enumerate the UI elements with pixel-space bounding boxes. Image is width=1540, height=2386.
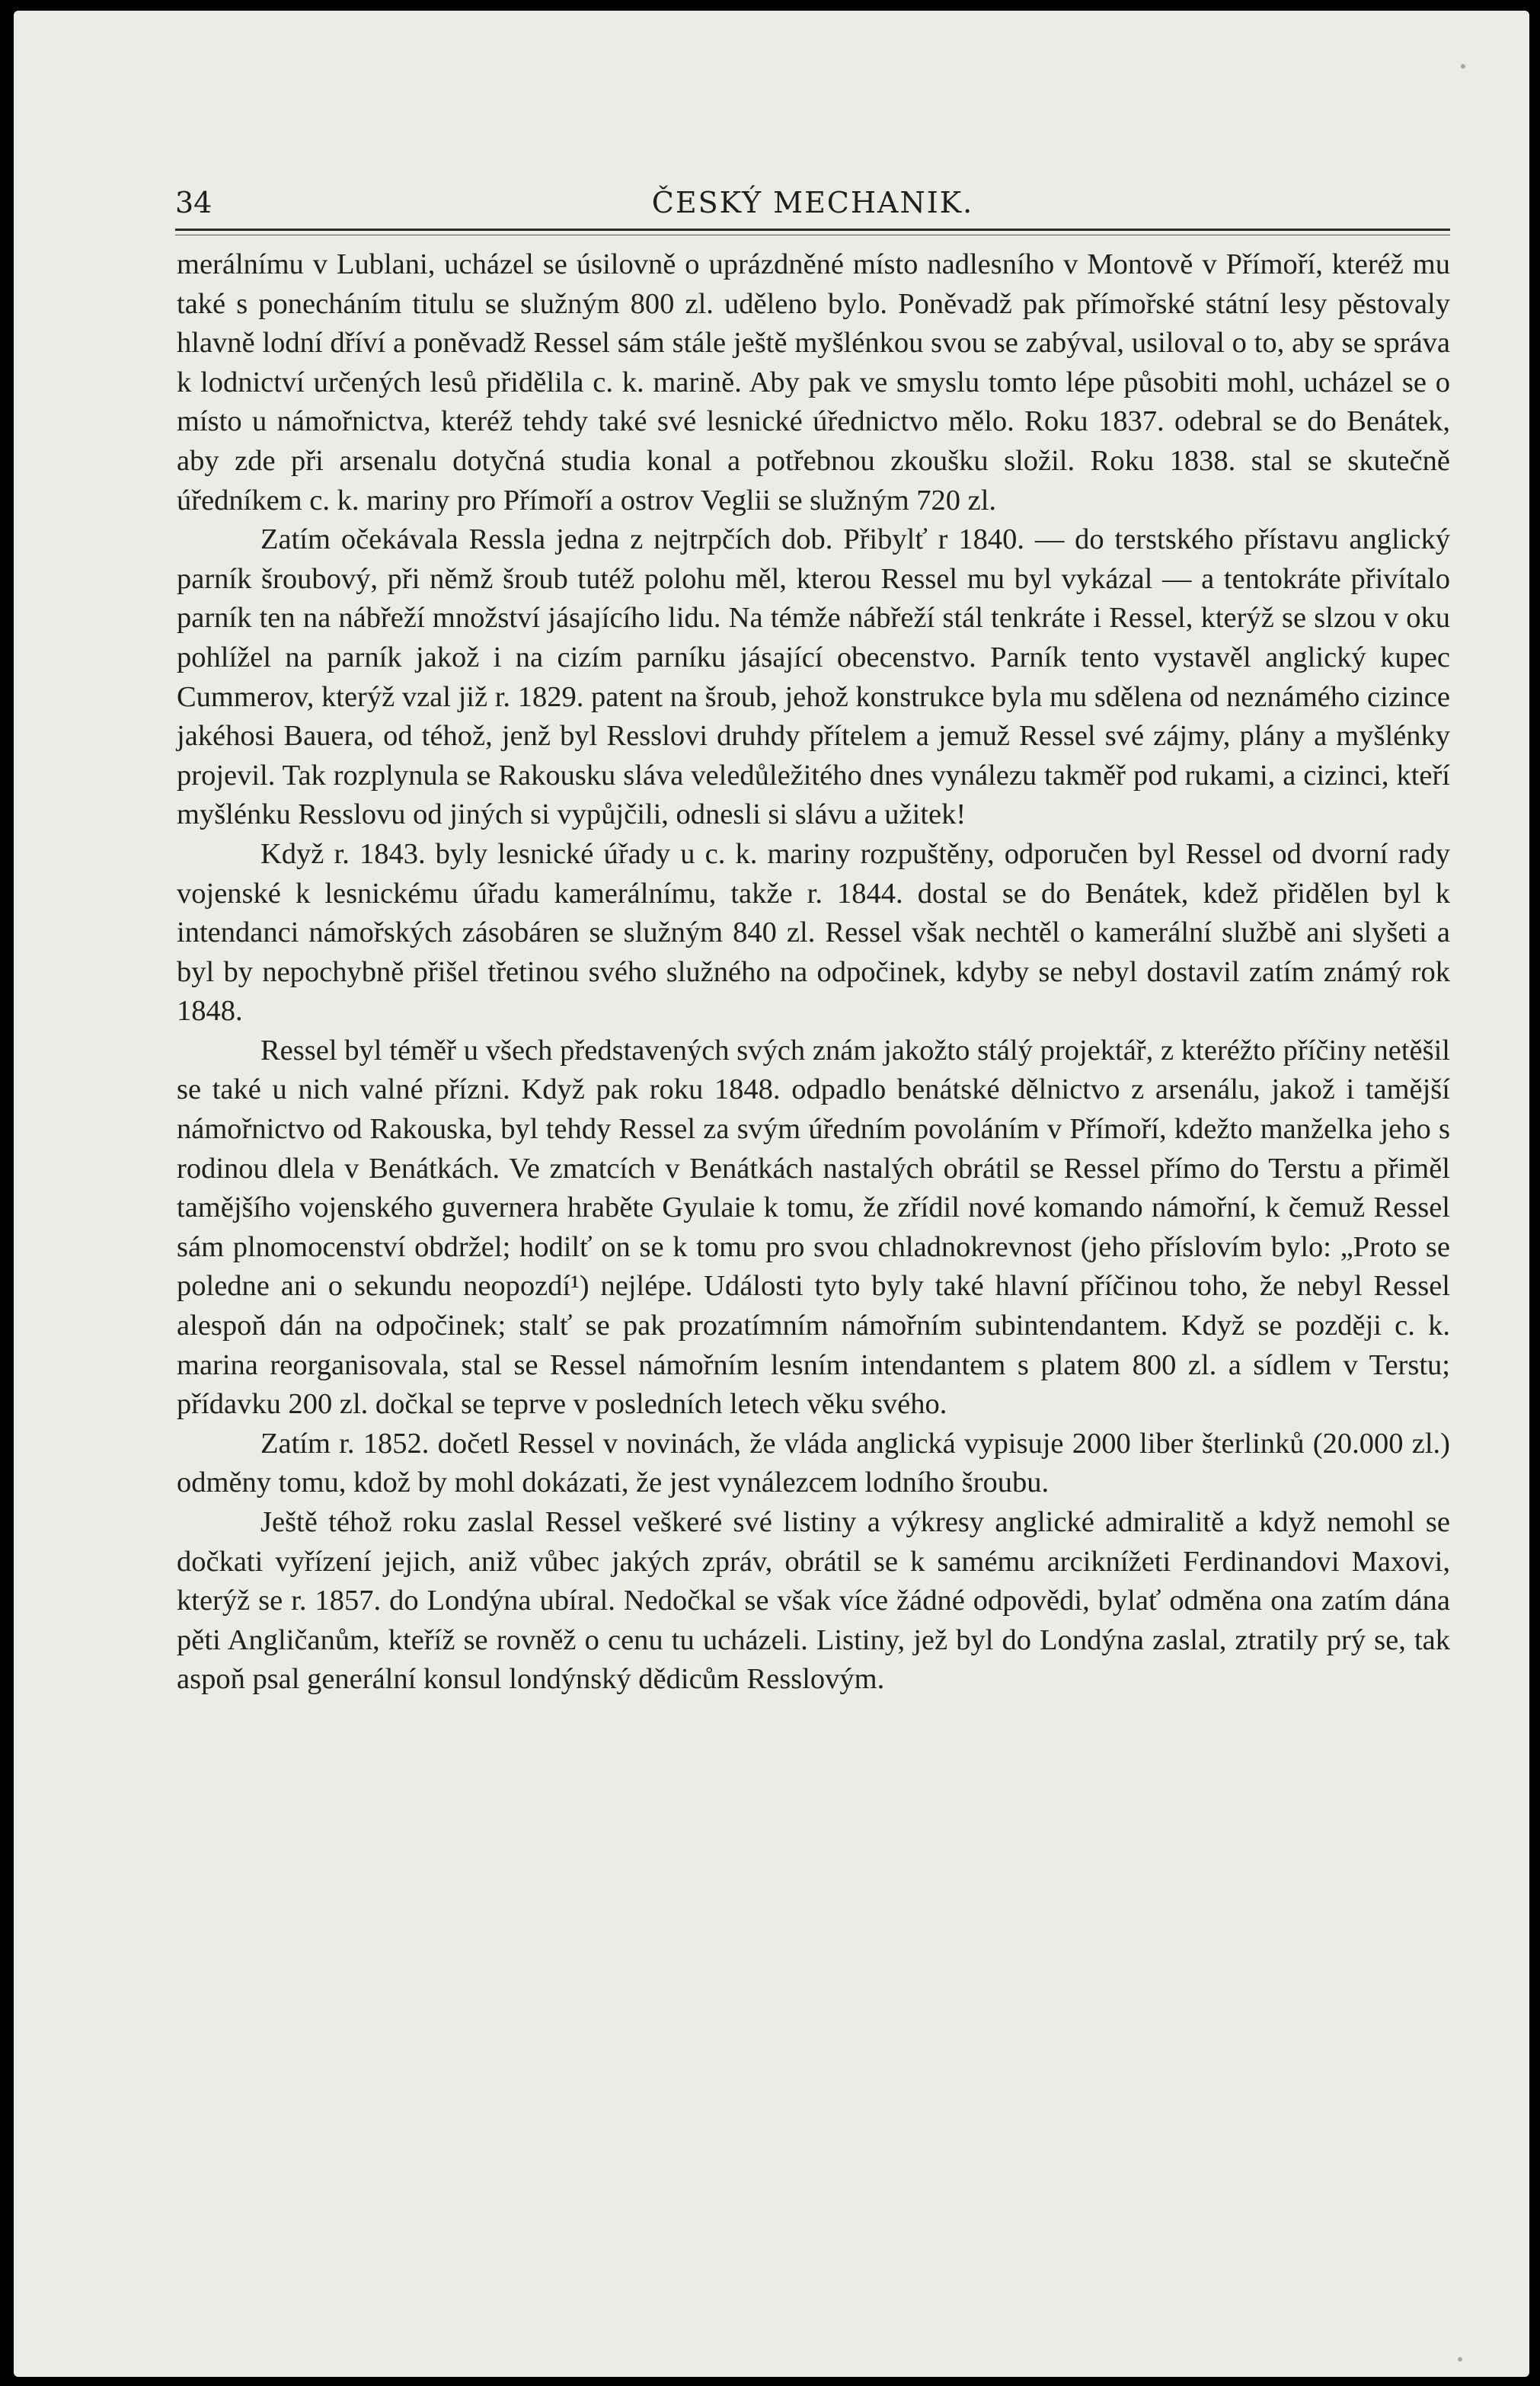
scan-speck	[1461, 64, 1465, 69]
paragraph: Zatím očekávala Ressla jedna z nejtrpčích dob. Přibylť r 1840. — do terstského přístavu anglický parník šroubový, při němž šroub tutéž polohu měl, kterou Ressel mu byl vykázal — a tentokráte přivítalo parník ten na nábřeží množství jásajícího lidu. Na témže nábřeží stál tenkráte i Ressel, kterýž se slzou v oku pohlížel na parník jakož i na cizím parníku jásající obecenstvo. Parník tento vystavěl anglický kupec Cummerov, kterýž vzal již r. 1829. patent na šroub, jehož konstrukce byla mu sdělena od neznámého cizince jakéhosi Bauera, od téhož, jenž byl Resslovi druhdy přítelem a jemuž Ressel své zájmy, plány a myšlénky projevil. Tak rozplynula se Rakousku sláva veledůležitého dnes vynálezu takměř pod rukami, a cizinci, kteří myšlénku Resslovu od jiných si vypůjčili, odnesli si slávu a užitek!	[177, 523, 1450, 831]
paragraph: Ressel byl téměř u všech představených svých znám jakožto stálý projektář, z kteréžto příčiny netěšil se také u nich valné přízni. Když pak roku 1848. odpadlo benátské dělnictvo z arsenálu, jakož i tamější námořnictvo od Rakouska, byl tehdy Ressel za svým úředním povoláním v Přímoří, kdežto manželka jeho s rodinou dlela v Benátkách. Ve zmatcích v Benátkách nastalých obrátil se Ressel přímo do Terstu a přiměl tamějšího vojenského guvernera hraběte Gyulaie k tomu, že zřídil nové komando námořní, k čemuž Ressel sám plnomocenství obdržel; hodilť on se k tomu pro svou chladnokrevnost (jeho příslovím bylo: „Proto se poledne ani o sekundu neopozdí¹) nejlépe. Události tyto byly také hlavní příčinou toho, že nebyl Ressel alespoň dán na odpočinek; stalť se pak prozatímním námořním subintendantem. Když se později c. k. marina reorganisovala, stal se Ressel námořním lesním intendantem s platem 800 zl. a sídlem v Terstu; přídavku 200 zl. dočkal se teprve v posledních letech věku svého.	[177, 1034, 1450, 1421]
paragraph: merálnímu v Lublani, ucházel se úsilovně o uprázdněné místo nadlesního v Montově v Přímoří, kteréž mu také s ponecháním titulu se služným 800 zl. uděleno bylo. Poněvadž pak přímořské státní lesy pěstovaly hlavně lodní dříví a poněvadž Ressel sám stále ještě myšlénkou svou se zabýval, usiloval o to, aby se správa k lodnictví určených lesů přidělila c. k. marině. Aby pak ve smyslu tomto lépe působiti mohl, ucházel se o místo u námořnictva, kteréž tehdy také své lesnické úřednictvo mělo. Roku 1837. odebral se do Benátek, aby zde při arsenalu dotyčná studia konal a potřebnou zkoušku složil. Roku 1838. stal se skutečně úředníkem c. k. mariny pro Přímoří a ostrov Veglii se služným 720 zl.	[177, 248, 1450, 517]
paragraph: Ještě téhož roku zaslal Ressel veškeré své listiny a výkresy anglické admiralitě a když nemohl se dočkati vyřízení jejich, aniž vůbec jakých zpráv, obrátil se k samému arciknížeti Ferdinandovi Maxovi, kterýž se r. 1857. do Londýna ubíral. Nedočkal se však více žádné odpovědi, bylať odměna ona zatím dána pěti Angličanům, kteříž se rovněž o cenu tu ucházeli. Listiny, jež byl do Londýna zaslal, ztratily prý se, tak aspoň psal generální konsul londýnský dědicům Resslovým.	[177, 1506, 1450, 1696]
page-header	[175, 186, 1450, 227]
paragraph: Když r. 1843. byly lesnické úřady u c. k. mariny rozpuštěny, odporučen byl Ressel od dvorní rady vojenské k lesnickému úřadu kamerálnímu, takže r. 1844. dostal se do Benátek, kdež přidělen byl k intendanci námořských zásobáren se služným 840 zl. Ressel však nechtěl o kamerální službě ani slyšeti a byl by nepochybně přišel třetinou svého služného na odpočinek, kdyby se nebyl dostavil zatím známý rok 1848.	[177, 837, 1450, 1028]
paragraph: Zatím r. 1852. dočetl Ressel v novinách, že vláda anglická vypisuje 2000 liber šterlinků (20.000 zl.) odměny tomu, kdož by mohl dokázati, že jest vynálezcem lodního šroubu.	[177, 1427, 1450, 1499]
body-text	[177, 245, 1450, 1700]
scan-speck	[1458, 2357, 1462, 2362]
header-rule-thick	[175, 229, 1450, 231]
page-number: 34	[175, 186, 212, 219]
running-title: ČESKÝ MECHANIK.	[651, 186, 974, 219]
